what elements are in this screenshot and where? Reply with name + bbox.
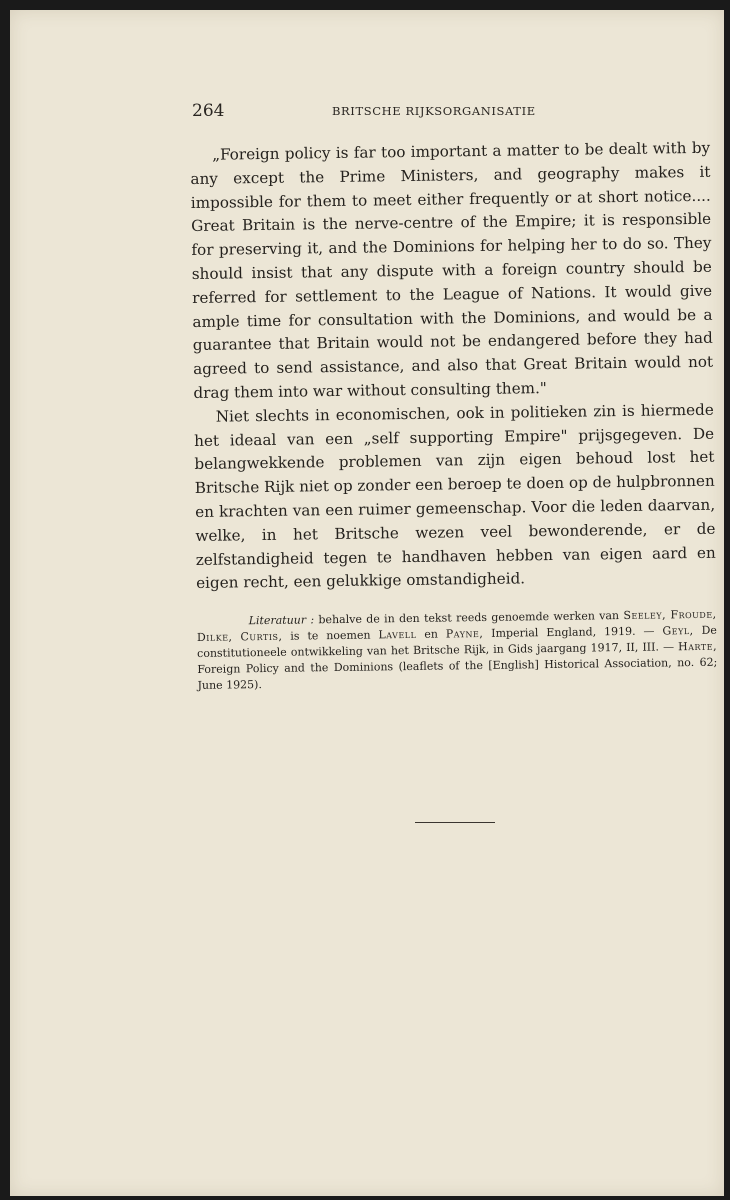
author-name: Lavell <box>378 628 417 642</box>
quote-paragraph: „Foreign policy is far too important a matter to be dealt with by any except the Prime Ministers, and geography makes it impossible for them to meet either frequently or at short notice.... Great Britain is the nerve-centre of the Empire; it is responsible for preserving it, and the Dominions for helping her to do so. They should insist that any dispute with a foreign country should be referred for settlement to the League of Nations. It would give ample time for consultation with the Dominions, and would be a guarantee that Britain would not be endangered before they had agreed to send assistance, and also that Great Britain would not drag them into war without consulting them." <box>190 138 714 402</box>
author-name: Seeley, <box>623 608 667 623</box>
author-name: Curtis, <box>240 629 283 644</box>
author-name: Harte, <box>678 639 718 654</box>
body-text <box>190 137 718 694</box>
literature-label: Literatuur : <box>248 613 315 628</box>
literature-note: Literatuur : behalve de in den tekst reeds genoemde werken van Seeley, Froude, Dilke, Curtis, is te noemen Lavell en Payne, Imperial England, 1919. — Geyl, De constitutioneele ontwikkeling van het Britsche Rijk, in Gids jaargang 1917, II, III. — Harte, Foreign Policy and the Dominions (leaflets of the [English] Historical Association, no. 62; June 1925). <box>196 607 718 693</box>
author-name: Payne, <box>445 627 484 641</box>
closing-rule <box>415 822 495 823</box>
page-number: 264 <box>192 101 225 121</box>
running-head: BRITSCHE RIJKSORGANISATIE <box>332 104 536 118</box>
author-name: Geyl, <box>662 624 694 638</box>
author-name: Dilke, <box>196 630 233 645</box>
conclusion-paragraph: Niet slechts in economischen, ook in politieken zin is hiermede het ideaal van een „self supporting Empire" prijsgegeven. De belangwekkende problemen van zijn eigen behoud lost het Britsche Rijk niet op zonder een beroep te doen op de hulpbronnen en krachten van een ruimer gemeenschap. Voor die leden daarvan, welke, in het Britsche wezen veel bewonderende, er de zelfstandigheid tegen te handhaven hebben van eigen aard en eigen recht, een gelukkige omstandigheid. <box>194 400 716 593</box>
page-header <box>192 101 712 125</box>
book-page <box>10 10 724 1196</box>
author-name: Froude, <box>670 607 717 622</box>
